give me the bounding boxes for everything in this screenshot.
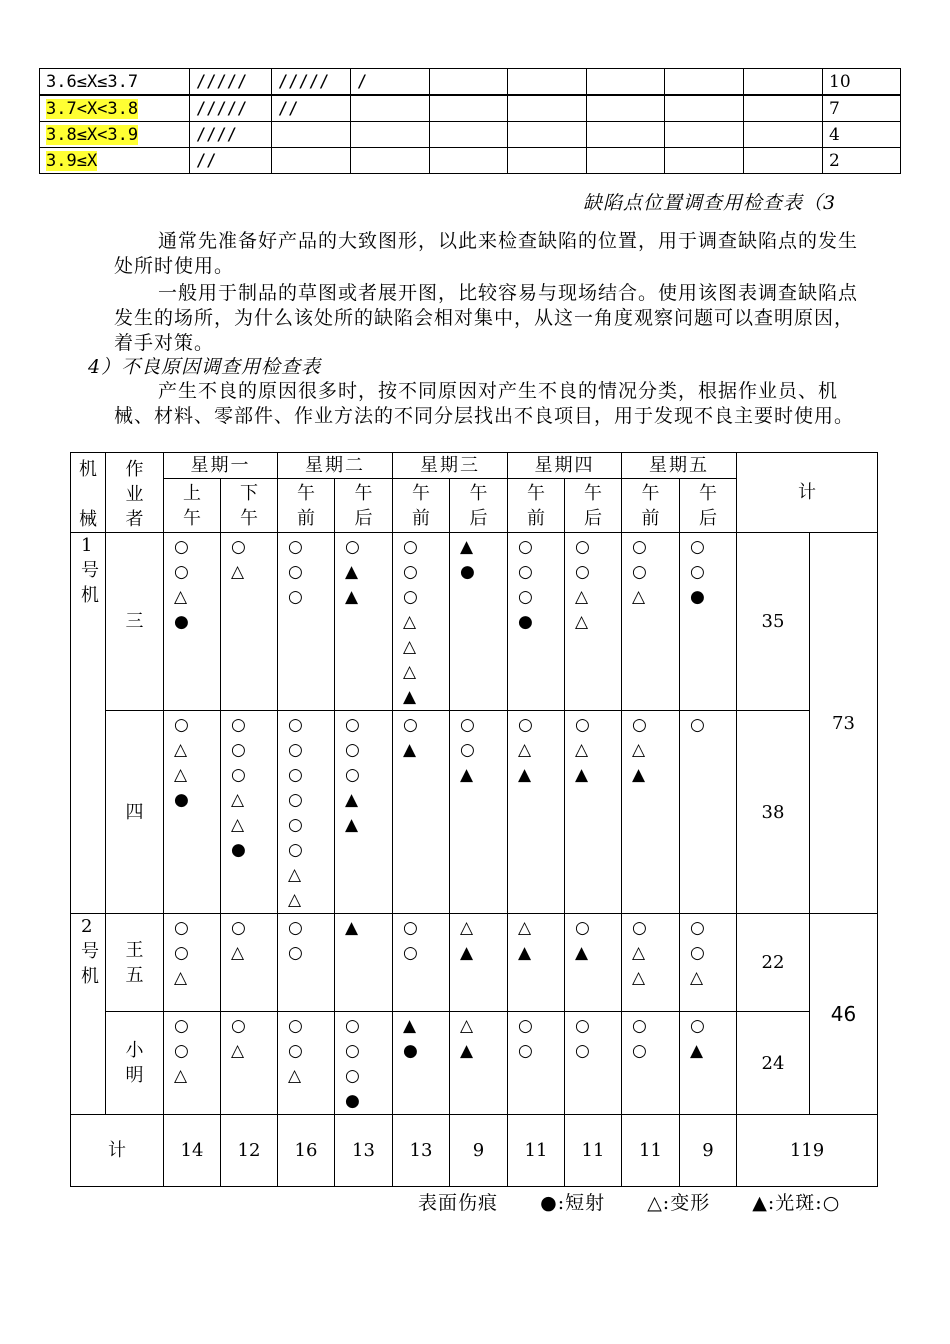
footer-value: 13 (393, 1115, 450, 1187)
defect-cell (565, 533, 622, 711)
header-row-days (71, 453, 878, 479)
spot-icon: ▲ (632, 765, 646, 785)
tally-range (40, 95, 190, 122)
defect-cell (164, 711, 221, 914)
header-period: 午 前 (622, 479, 680, 533)
paragraph-1: 通常先准备好产品的大致图形，以此来检查缺陷的位置，用于调查缺陷点的发生处所时使用。 (114, 230, 859, 277)
worker-total: 24 (737, 1012, 810, 1115)
ok-icon: ○ (690, 715, 705, 735)
short-shot-icon: ● (518, 612, 533, 632)
ok-icon: ○ (518, 715, 533, 735)
tally-marks (272, 122, 351, 148)
section-title: 4）不良原因调查用检查表 (88, 356, 322, 378)
ok-icon: ○ (345, 715, 360, 735)
ok-icon: ○ (231, 537, 246, 557)
ok-icon: ○ (403, 918, 418, 938)
tally-marks (430, 148, 508, 174)
deform-icon: △ (231, 562, 245, 582)
tally-range (40, 69, 190, 96)
ok-icon: ○ (518, 1041, 533, 1061)
ok-icon: ○ (690, 537, 705, 557)
header-worker: 作 业 者 (106, 453, 164, 533)
machine-name: 2 号 机 (71, 914, 106, 1115)
ok-icon: ○ (288, 562, 303, 582)
defect-cell (278, 914, 335, 1012)
header-period: 午 后 (335, 479, 393, 533)
defect-cell (622, 711, 680, 914)
defect-cell (221, 1012, 278, 1115)
ok-icon: ○ (690, 943, 705, 963)
header-period: 上 午 (164, 479, 221, 533)
tally-marks: // (190, 148, 272, 174)
defect-cell (335, 1012, 393, 1115)
defect-cell (393, 711, 450, 914)
tally-row (40, 95, 901, 122)
deform-icon: △ (403, 637, 417, 657)
tally-marks (508, 122, 587, 148)
spot-icon: ▲ (403, 1016, 417, 1036)
header-day: 星期二 (278, 453, 393, 479)
deform-icon: △ (690, 968, 704, 988)
deform-icon: △ (231, 815, 245, 835)
ok-icon: ○ (288, 918, 303, 938)
footer-value: 11 (622, 1115, 680, 1187)
defect-cell (622, 1012, 680, 1115)
grand-total: 119 (737, 1115, 878, 1187)
defect-cell (680, 533, 737, 711)
defect-cell (335, 711, 393, 914)
header-day: 星期三 (393, 453, 508, 479)
tally-marks (351, 148, 430, 174)
ok-icon: ○ (403, 562, 418, 582)
deform-icon: △ (403, 662, 417, 682)
header-machine-char: 械 (79, 509, 97, 530)
tally-marks (744, 69, 823, 96)
tally-table (39, 68, 901, 174)
defect-cell (508, 1012, 565, 1115)
spot-icon: ▲ (403, 740, 417, 760)
deform-icon: △ (231, 943, 245, 963)
ok-icon: ○ (632, 1016, 647, 1036)
defect-cell (335, 914, 393, 1012)
deform-icon: △ (575, 740, 589, 760)
ok-icon: ○ (403, 587, 418, 607)
ok-icon: ○ (575, 918, 590, 938)
tally-row (40, 122, 901, 148)
footer-value: 11 (508, 1115, 565, 1187)
tally-marks: / (351, 69, 430, 96)
spot-icon: ▲ (690, 1041, 704, 1061)
ok-icon: ○ (403, 943, 418, 963)
tally-range (40, 148, 190, 174)
defect-cell (221, 533, 278, 711)
ok-icon: ○ (632, 1041, 647, 1061)
tally-marks (430, 69, 508, 96)
tally-marks: ///// (272, 69, 351, 96)
ok-icon: ○ (288, 815, 303, 835)
ok-icon: ○ (518, 562, 533, 582)
ok-icon: ○ (403, 537, 418, 557)
defect-cell (565, 711, 622, 914)
spot-icon: ▲ (575, 943, 589, 963)
tally-marks (744, 95, 823, 122)
tally-marks: ///// (190, 95, 272, 122)
ok-icon: ○ (575, 562, 590, 582)
header-period: 午 后 (450, 479, 508, 533)
ok-icon: ○ (518, 537, 533, 557)
header-day: 星期一 (164, 453, 278, 479)
spot-icon: ▲ (460, 1041, 474, 1061)
tally-range-text: 3.6≤X≤3.7 (46, 71, 139, 92)
defect-cell (508, 533, 565, 711)
short-shot-icon: ● (345, 1091, 360, 1111)
defect-cell (450, 711, 508, 914)
tally-marks (508, 69, 587, 96)
worker-total: 22 (737, 914, 810, 1012)
tally-row (40, 148, 901, 174)
deform-icon: △ (174, 587, 188, 607)
ok-icon: ○ (345, 765, 360, 785)
paragraph-3: 产生不良的原因很多时，按不同原因对产生不良的情况分类，根据作业员、机械、材料、零部件、作业方法的不同分层找出不良项目，用于发现不良主要时使用。 (114, 380, 855, 427)
ok-icon: ○ (345, 537, 360, 557)
deform-icon: △ (460, 918, 474, 938)
deform-icon: △ (575, 612, 589, 632)
ok-icon: ○ (288, 1041, 303, 1061)
deform-icon: △ (174, 968, 188, 988)
tally-marks (272, 148, 351, 174)
ok-icon: ○ (288, 587, 303, 607)
defect-cell (680, 914, 737, 1012)
spot-icon: ▲ (403, 687, 417, 707)
tally-marks (665, 95, 744, 122)
legend-short-shot: ●:短射 (540, 1192, 606, 1214)
tally-marks (430, 95, 508, 122)
ok-icon: ○ (575, 537, 590, 557)
footer-label: 计 (71, 1115, 164, 1187)
ok-icon: ○ (174, 537, 189, 557)
ok-icon: ○ (690, 918, 705, 938)
deform-icon: △ (403, 612, 417, 632)
ok-icon: ○ (403, 715, 418, 735)
defect-cell (622, 533, 680, 711)
legend-spot: ▲:光斑:○ (752, 1192, 841, 1214)
tally-marks: // (272, 95, 351, 122)
short-shot-icon: ● (231, 840, 246, 860)
deform-icon: △ (518, 918, 532, 938)
deform-icon: △ (288, 890, 302, 910)
spot-icon: ▲ (518, 943, 532, 963)
ok-icon: ○ (174, 715, 189, 735)
footer-value: 14 (164, 1115, 221, 1187)
ok-icon: ○ (288, 790, 303, 810)
deform-icon: △ (632, 943, 646, 963)
ok-icon: ○ (288, 765, 303, 785)
tally-range-text: 3.9≤X (46, 150, 98, 171)
header-total: 计 (737, 453, 878, 533)
deform-icon: △ (231, 790, 245, 810)
spot-icon: ▲ (460, 943, 474, 963)
header-period: 午 后 (680, 479, 737, 533)
deform-icon: △ (632, 587, 646, 607)
ok-icon: ○ (288, 740, 303, 760)
ok-icon: ○ (174, 1041, 189, 1061)
ok-icon: ○ (174, 1016, 189, 1036)
ok-icon: ○ (345, 740, 360, 760)
defect-cell (393, 1012, 450, 1115)
ok-icon: ○ (632, 537, 647, 557)
ok-icon: ○ (632, 918, 647, 938)
tally-marks (587, 122, 665, 148)
paragraph-2: 一般用于制品的草图或者展开图，比较容易与现场结合。使用该图表调查缺陷点发生的场所，为什么该处所的缺陷会相对集中，从这一角度观察问题可以查明原因，着手对策。 (114, 282, 859, 354)
ok-icon: ○ (231, 740, 246, 760)
footer-row (71, 1115, 878, 1187)
ok-icon: ○ (690, 562, 705, 582)
worker-name: 小 明 (106, 1012, 164, 1115)
deform-icon: △ (174, 740, 188, 760)
defect-cell (565, 1012, 622, 1115)
ok-icon: ○ (518, 587, 533, 607)
ok-icon: ○ (231, 715, 246, 735)
tally-marks (508, 95, 587, 122)
spot-icon: ▲ (345, 815, 359, 835)
ok-icon: ○ (518, 1016, 533, 1036)
short-shot-icon: ● (174, 612, 189, 632)
tally-count: 7 (823, 95, 901, 122)
defect-cell (393, 533, 450, 711)
footer-value: 11 (565, 1115, 622, 1187)
deform-icon: △ (632, 740, 646, 760)
ok-icon: ○ (288, 715, 303, 735)
spot-icon: ▲ (345, 587, 359, 607)
defect-cell (450, 1012, 508, 1115)
tally-marks: //// (190, 122, 272, 148)
defect-cell (450, 533, 508, 711)
tally-marks (744, 148, 823, 174)
deform-icon: △ (575, 587, 589, 607)
spot-icon: ▲ (518, 765, 532, 785)
deform-icon: △ (231, 1041, 245, 1061)
tally-marks (351, 122, 430, 148)
ok-icon: ○ (288, 537, 303, 557)
defect-cell (164, 533, 221, 711)
defect-cell (680, 1012, 737, 1115)
deform-icon: △ (460, 1016, 474, 1036)
defect-cell (164, 914, 221, 1012)
header-machine-char: 机 (79, 459, 97, 480)
legend-deform: △:变形 (647, 1192, 711, 1214)
defect-cell (278, 533, 335, 711)
ok-icon: ○ (345, 1041, 360, 1061)
defect-cell (450, 914, 508, 1012)
ok-icon: ○ (288, 840, 303, 860)
spot-icon: ▲ (575, 765, 589, 785)
tally-marks: ///// (190, 69, 272, 96)
defect-cell (622, 914, 680, 1012)
caption: 缺陷点位置调查用检查表（3 (583, 192, 837, 214)
defect-cell (508, 914, 565, 1012)
tally-marks (587, 148, 665, 174)
tally-row (40, 69, 901, 96)
ok-icon: ○ (231, 1016, 246, 1036)
spot-icon: ▲ (460, 765, 474, 785)
defect-cell (565, 914, 622, 1012)
ok-icon: ○ (632, 562, 647, 582)
header-period: 午 前 (508, 479, 565, 533)
spot-icon: ▲ (345, 562, 359, 582)
footer-value: 16 (278, 1115, 335, 1187)
ok-icon: ○ (575, 1041, 590, 1061)
ok-icon: ○ (460, 715, 475, 735)
short-shot-icon: ● (460, 562, 475, 582)
tally-marks (665, 122, 744, 148)
ok-icon: ○ (345, 1066, 360, 1086)
tally-marks (587, 95, 665, 122)
tally-range-text: 3.7<X<3.8 (46, 98, 139, 119)
worker-total: 38 (737, 711, 810, 914)
header-period: 午 前 (393, 479, 450, 533)
header-period: 午 前 (278, 479, 335, 533)
short-shot-icon: ● (690, 587, 705, 607)
footer-value: 9 (680, 1115, 737, 1187)
tally-marks (508, 148, 587, 174)
deform-icon: △ (174, 765, 188, 785)
legend (418, 1188, 840, 1215)
tally-marks (430, 122, 508, 148)
header-day: 星期四 (508, 453, 622, 479)
ok-icon: ○ (460, 740, 475, 760)
worker-row (71, 914, 878, 1012)
tally-count: 4 (823, 122, 901, 148)
tally-marks (665, 148, 744, 174)
tally-marks (587, 69, 665, 96)
deform-icon: △ (632, 968, 646, 988)
footer-value: 13 (335, 1115, 393, 1187)
ok-icon: ○ (288, 1016, 303, 1036)
ok-icon: ○ (632, 715, 647, 735)
ok-icon: ○ (575, 715, 590, 735)
tally-range (40, 122, 190, 148)
worker-name: 三 (106, 533, 164, 711)
ok-icon: ○ (690, 1016, 705, 1036)
header-day: 星期五 (622, 453, 737, 479)
defect-cell (680, 711, 737, 914)
legend-label: 表面伤痕 (418, 1192, 499, 1214)
worker-name: 四 (106, 711, 164, 914)
short-shot-icon: ● (403, 1041, 418, 1061)
ok-icon: ○ (345, 1016, 360, 1036)
spot-icon: ▲ (460, 537, 474, 557)
defect-cell (508, 711, 565, 914)
defect-cell (278, 711, 335, 914)
spot-icon: ▲ (345, 918, 359, 938)
deform-icon: △ (174, 1066, 188, 1086)
worker-row (71, 711, 878, 914)
header-period: 午 后 (565, 479, 622, 533)
footer-value: 12 (221, 1115, 278, 1187)
ok-icon: ○ (174, 943, 189, 963)
defect-cell (221, 914, 278, 1012)
deform-icon: △ (288, 865, 302, 885)
ok-icon: ○ (174, 918, 189, 938)
ok-icon: ○ (231, 765, 246, 785)
worker-total: 35 (737, 533, 810, 711)
footer-value: 9 (450, 1115, 508, 1187)
header-machine (71, 453, 106, 533)
short-shot-icon: ● (174, 790, 189, 810)
tally-marks (351, 95, 430, 122)
ok-icon: ○ (575, 1016, 590, 1036)
worker-row (71, 533, 878, 711)
header-period: 下 午 (221, 479, 278, 533)
worker-name: 王 五 (106, 914, 164, 1012)
ok-icon: ○ (288, 943, 303, 963)
machine-total: 46 (810, 914, 878, 1115)
tally-range-text: 3.8≤X<3.9 (46, 124, 139, 145)
tally-count: 2 (823, 148, 901, 174)
worker-row (71, 1012, 878, 1115)
defect-cell (164, 1012, 221, 1115)
deform-icon: △ (518, 740, 532, 760)
defect-cell (393, 914, 450, 1012)
deform-icon: △ (288, 1066, 302, 1086)
defect-cell (335, 533, 393, 711)
machine-name: 1 号 机 (71, 533, 106, 914)
spot-icon: ▲ (345, 790, 359, 810)
defect-cell (278, 1012, 335, 1115)
defect-cell (221, 711, 278, 914)
tally-marks (665, 69, 744, 96)
defect-cause-table (70, 452, 878, 1187)
tally-count: 10 (823, 69, 901, 96)
ok-icon: ○ (231, 918, 246, 938)
ok-icon: ○ (174, 562, 189, 582)
machine-total: 73 (810, 533, 878, 914)
tally-marks (744, 122, 823, 148)
